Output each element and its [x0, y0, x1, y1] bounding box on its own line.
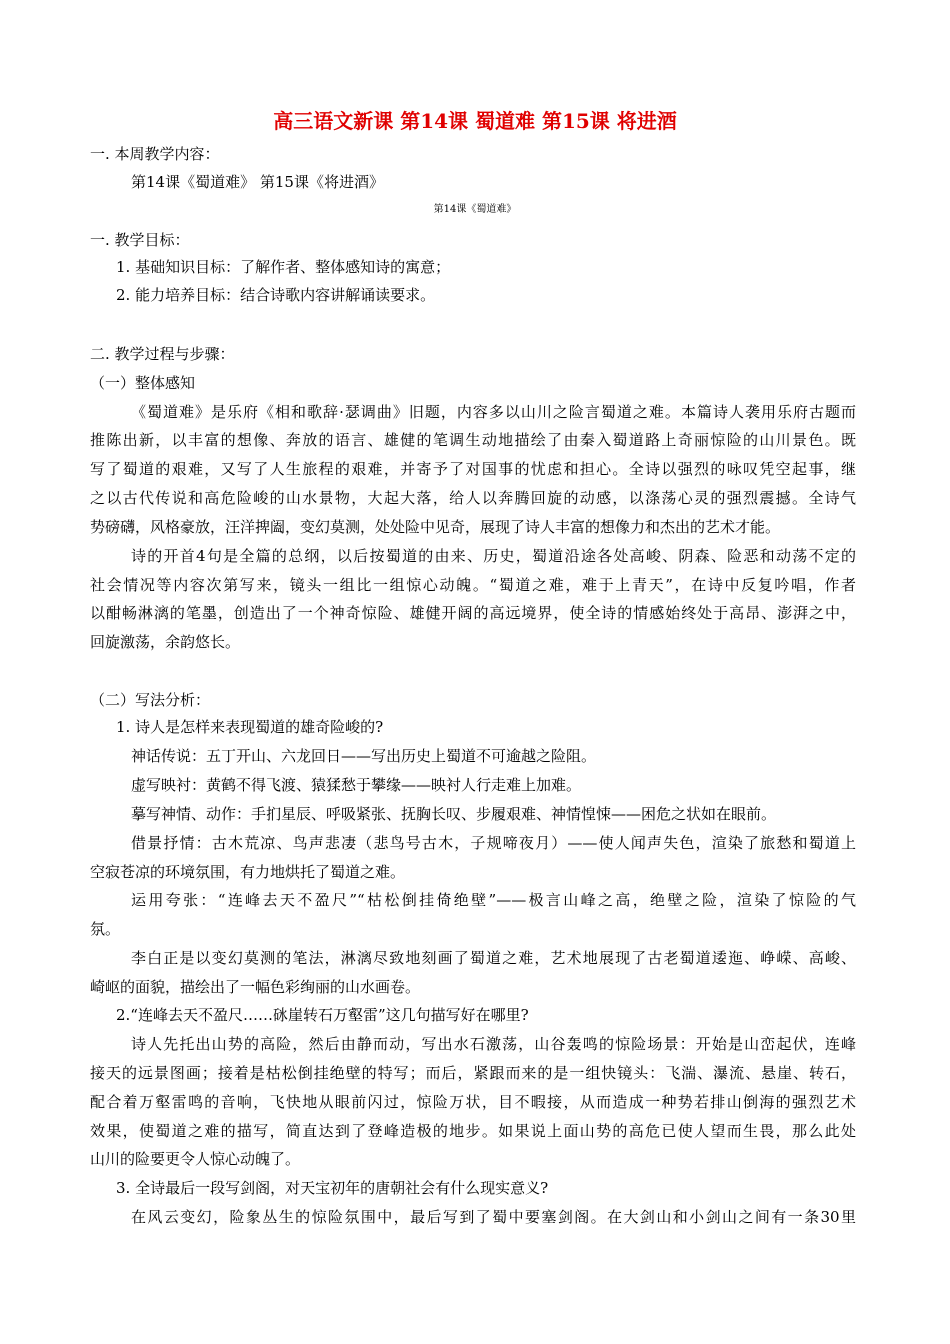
question: 1. 诗人是怎样来表现蜀道的雄奇险峻的?: [116, 718, 384, 736]
paragraph-line: 之以古代传说和高危险峻的山水景物，大起大落，给人以奔腾回旋的动感，以涤荡心灵的强烈震撼。全诗气: [90, 489, 856, 507]
goal-item: 2. 能力培养目标：结合诗歌内容讲解诵读要求。: [116, 286, 436, 304]
week-content: 第14课《蜀道难》 第15课《将进酒》: [131, 173, 384, 191]
lesson-heading: 第14课《蜀道难》: [433, 204, 517, 215]
paragraph-line: 虚写映衬：黄鹤不得飞渡、猿猱愁于攀缘——映衬人行走难上加难。: [131, 776, 582, 794]
paragraph-line: 写了蜀道的艰难，又写了人生旅程的艰难，并寄予了对国事的忧虑和担心。全诗以强烈的咏叹凭空起事，继: [90, 460, 856, 478]
paragraph-line: 接天的远景图画；接着是枯松倒挂绝壁的特写；而后，紧跟而来的是一组快镜头：飞湍、瀑流、悬崖、转石，: [90, 1064, 856, 1082]
paragraph-line: 社会情况等内容次第写来，镜头一组比一组惊心动魄。“蜀道之难，难于上青天”，在诗中反复吟唱，作者: [90, 576, 856, 594]
paragraph-line: 效果，使蜀道之难的描写，简直达到了登峰造极的地步。如果说上面山势的高危已使人望而生畏，那么此处: [90, 1122, 856, 1140]
document-title: 高三语文新课 第14课 蜀道难 第15课 将进酒: [273, 109, 677, 133]
paragraph-line: 以酣畅淋漓的笔墨，创造出了一个神奇惊险、雄健开阔的高远境界，使全诗的情感始终处于高昂、澎湃之中，: [90, 604, 856, 622]
section-heading: （二）写法分析：: [90, 691, 211, 709]
section-heading: （一）整体感知: [90, 374, 196, 392]
goals-heading: 一. 教学目标：: [90, 231, 190, 249]
paragraph-line: 在风云变幻，险象丛生的惊险氛围中，最后写到了蜀中要塞剑阁。在大剑山和小剑山之间有一条30里: [131, 1208, 856, 1226]
paragraph-line: 推陈出新，以丰富的想像、奔放的语言、雄健的笔调生动地描绘了由秦入蜀道路上奇丽惊险的山川景色。既: [90, 431, 856, 449]
paragraph-line: 配合着万壑雷鸣的音响，飞快地从眼前闪过，惊险万状，目不暇接，从而造成一种势若排山倒海的强烈艺术: [90, 1093, 856, 1111]
question: 2.“连峰去天不盈尺……砯崖转石万壑雷”这几句描写好在哪里?: [116, 1006, 529, 1024]
paragraph-line: 《蜀道难》是乐府《相和歌辞·瑟调曲》旧题，内容多以山川之险言蜀道之难。本篇诗人袭用乐府古题而: [131, 403, 856, 421]
paragraph-line: 神话传说：五丁开山、六龙回日——写出历史上蜀道不可逾越之险阻。: [131, 747, 597, 765]
week-heading: 一. 本周教学内容：: [90, 145, 220, 163]
paragraph-line: 李白正是以变幻莫测的笔法，淋漓尽致地刻画了蜀道之难，艺术地展现了古老蜀道逶迤、峥嵘、高峻、: [131, 949, 856, 967]
paragraph-line: 借景抒情：古木荒凉、鸟声悲凄（悲鸟号古木，子规啼夜月）——使人闻声失色，渲染了旅愁和蜀道上: [131, 834, 856, 852]
question: 3. 全诗最后一段写剑阁，对天宝初年的唐朝社会有什么现实意义?: [116, 1179, 549, 1197]
paragraph-line: 山川的险要更令人惊心动魄了。: [90, 1150, 301, 1168]
process-heading: 二. 教学过程与步骤：: [90, 345, 235, 363]
paragraph-line: 崎岖的面貌，描绘出了一幅色彩绚丽的山水画卷。: [90, 978, 421, 996]
paragraph-line: 势磅礴，风格豪放，汪洋捭阖，变幻莫测，处处险中见奇，展现了诗人丰富的想像力和杰出的艺术才能。: [90, 518, 781, 536]
paragraph-line: 氛。: [90, 920, 121, 938]
paragraph-line: 诗的开首4句是全篇的总纲，以后按蜀道的由来、历史，蜀道沿途各处高峻、阴森、险恶和动荡不定的: [131, 547, 856, 565]
paragraph-line: 运用夸张：“连峰去天不盈尺”“枯松倒挂倚绝壁”——极言山峰之高，绝壁之险，渲染了惊险的气: [131, 891, 856, 909]
paragraph-line: 诗人先托出山势的高险，然后由静而动，写出水石激荡，山谷轰鸣的惊险场景：开始是山峦起伏，连峰: [131, 1035, 856, 1053]
paragraph-line: 回旋激荡，余韵悠长。: [90, 633, 241, 651]
goal-item: 1. 基础知识目标：了解作者、整体感知诗的寓意；: [116, 258, 451, 276]
paragraph-line: 空寂苍凉的环境氛围，有力地烘托了蜀道之难。: [90, 863, 406, 881]
paragraph-line: 摹写神情、动作：手扪星辰、呼吸紧张、抚胸长叹、步履艰难、神情惶悚——困危之状如在眼前。: [131, 805, 777, 823]
